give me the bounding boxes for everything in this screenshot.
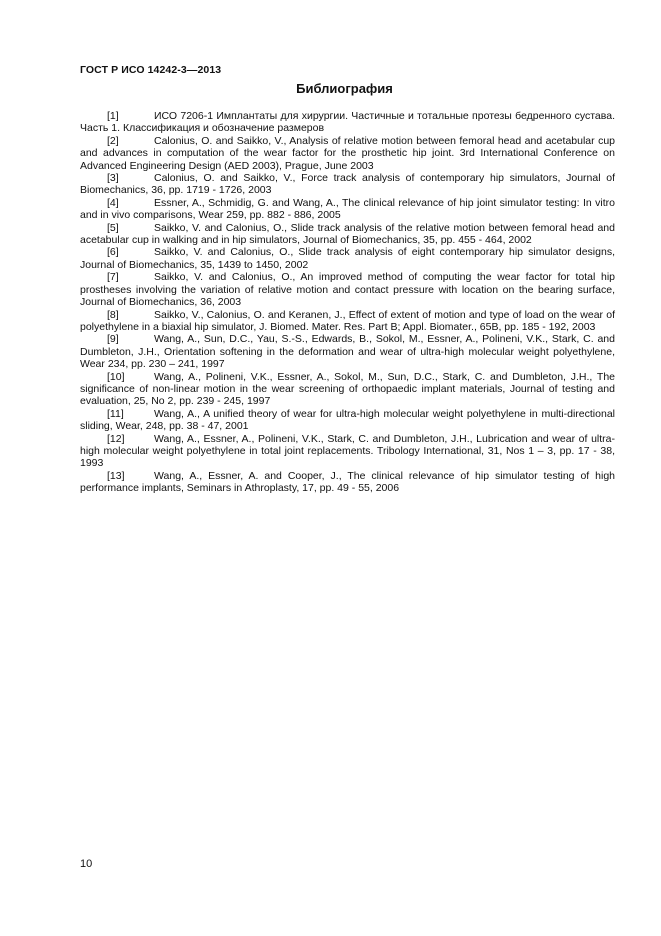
reference-item: [80, 135, 615, 172]
reference-number: [8]: [107, 308, 119, 321]
reference-item: [80, 271, 615, 308]
reference-item: [80, 371, 615, 408]
reference-text: Calonius, O. and Saikko, V., Analysis of relative motion between femoral head and acetabular cup and advances in computation of the wear factor for the prosthetic hip joint. 3rd International Conference on Advanced Engineering Design (AED 2003), Prague, June 2003: [80, 134, 615, 172]
reference-number: [11]: [107, 407, 124, 420]
reference-text: Wang, A., A unified theory of wear for ultra-high molecular weight polyethylene in multi-directional sliding, Wear, 248, pp. 38 - 47, 2001: [80, 407, 615, 433]
reference-text: Wang, A., Essner, A., Polineni, V.K., Stark, C. and Dumbleton, J.H., Lubrication and wear of ultra-high molecular weight polyethylene in total joint replacements. Tribology International, 31, Nos 1 – 3, pp. 17 - 38, 1993: [80, 432, 615, 470]
reference-list: [80, 110, 615, 495]
page-number: 10: [80, 858, 93, 870]
reference-number: [7]: [107, 271, 119, 284]
bibliography-title: Библиография: [296, 81, 393, 96]
reference-number: [1]: [107, 110, 119, 122]
reference-number: [9]: [107, 333, 119, 346]
reference-number: [3]: [107, 172, 119, 185]
reference-number: [2]: [107, 134, 119, 147]
reference-text: Wang, A., Sun, D.C., Yau, S.-S., Edwards, B., Sokol, M., Essner, A., Polineni, V.K., Stark, C. and Dumbleton, J.H., Orientation softening in the deformation and wear of ultra-high molecular weight polyethylene, Wear 234, pp. 230 – 241, 1997: [80, 333, 615, 371]
reference-text: ИСО 7206-1 Имплантаты для хирургии. Частичные и тотальные протезы бедренного сустава. Часть 1. Классификация и обозначение размеров: [80, 110, 615, 135]
reference-text: Calonius, O. and Saikko, V., Force track analysis of contemporary hip simulators, Journal of Biomechanics, 36, pp. 1719 - 1726, 2003: [80, 172, 615, 197]
reference-text: Wang, A., Polineni, V.K., Essner, A., Sokol, M., Sun, D.C., Stark, C. and Dumbleton, J.H., The significance of non-linear motion in the wear screening of orthopaedic implant materials, Journal of testing and evaluation, 25, No 2, pp. 239 - 245, 1997: [80, 370, 615, 408]
reference-number: [6]: [107, 246, 119, 259]
reference-text: Saikko, V. and Calonius, O., Slide track analysis of eight contemporary hip simulator designs, Journal of Biomechanics, 35, 1439 to 1450, 2002: [80, 246, 615, 271]
reference-item: [80, 309, 615, 334]
reference-number: [10]: [107, 370, 125, 383]
reference-number: [13]: [107, 469, 125, 482]
reference-text: Saikko, V. and Calonius, O., Slide track analysis of the relative motion between femoral head and acetabular cup in walking and in hip simulators, Journal of Biomechanics, 35, pp. 455 - 464, 2002: [80, 221, 615, 247]
reference-item: [80, 172, 615, 197]
reference-item: [80, 246, 615, 271]
reference-text: Wang, A., Essner, A. and Cooper, J., The clinical relevance of hip simulator testing of high performance implants, Seminars in Athroplasty, 17, pp. 49 - 55, 2006: [80, 469, 615, 495]
reference-item: [80, 222, 615, 247]
reference-number: [4]: [107, 196, 119, 209]
reference-number: [12]: [107, 432, 125, 445]
document-header: ГОСТ Р ИСО 14242-3—2013: [80, 64, 222, 76]
reference-text: Saikko, V., Calonius, O. and Keranen, J., Effect of extent of motion and type of load on the wear of polyethylene in a biaxial hip simulator, J. Biomed. Mater. Res. Part B; Appl. Biomater., 65B, pp. 185 - 192, 2003: [80, 308, 615, 333]
reference-text: Essner, A., Schmidig, G. and Wang, A., The clinical relevance of hip joint simulator testing: In vitro and in vivo comparisons, Wear 259, pp. 882 - 886, 2005: [80, 196, 615, 222]
reference-item: [80, 333, 615, 370]
reference-item: [80, 433, 615, 470]
reference-item: [80, 110, 615, 135]
reference-number: [5]: [107, 221, 119, 234]
reference-item: [80, 197, 615, 222]
reference-item: [80, 470, 615, 495]
reference-item: [80, 408, 615, 433]
reference-text: Saikko, V. and Calonius, O., An improved method of computing the wear factor for total hip prostheses involving the variation of relative motion and contact pressure with location on the bearing surface, Journal of Biomechanics, 36, 2003: [80, 271, 615, 309]
